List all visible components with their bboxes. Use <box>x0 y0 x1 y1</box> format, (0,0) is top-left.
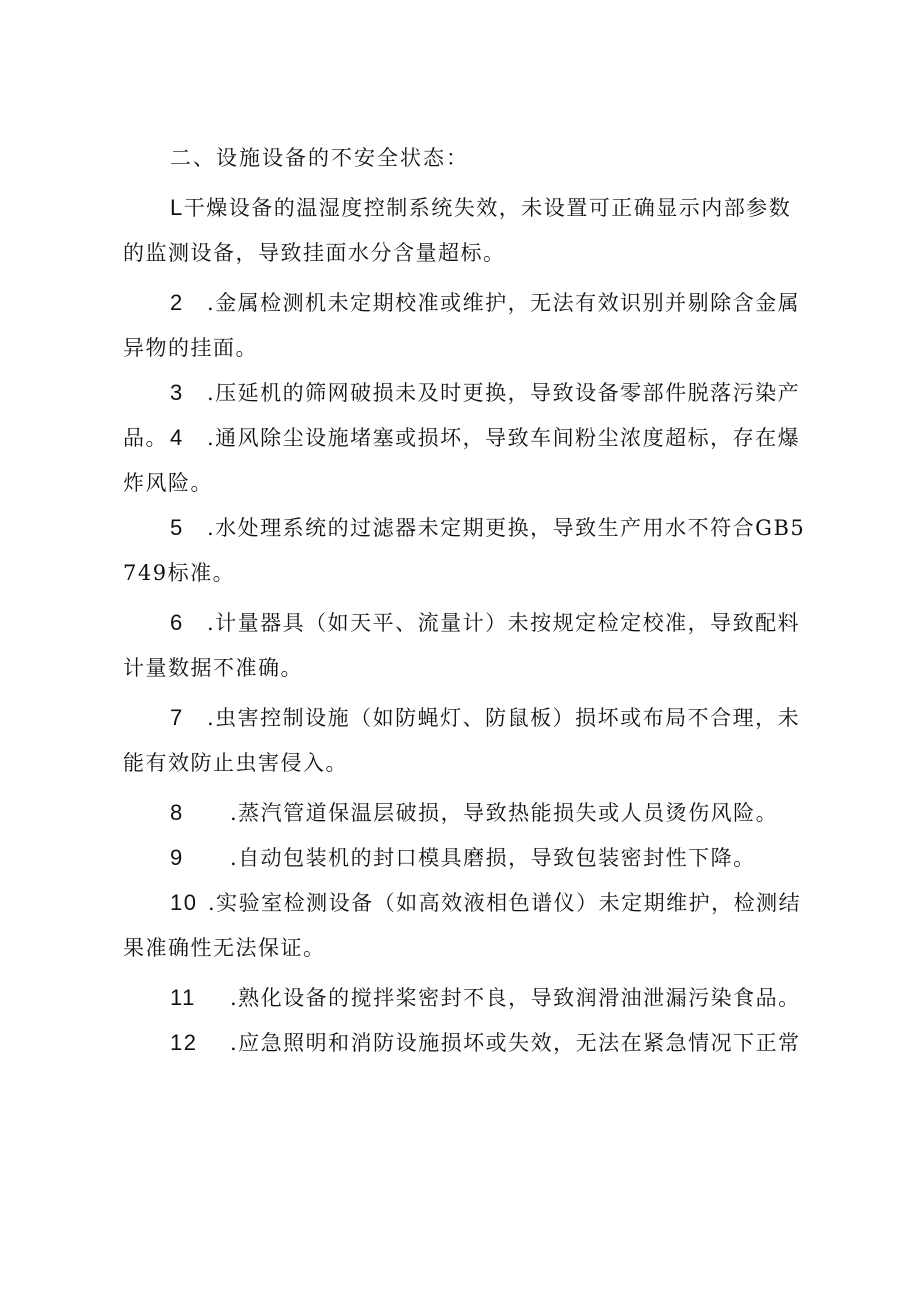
item-number: 6 <box>170 610 184 635</box>
list-item <box>123 600 813 691</box>
item-text: .金属检测机未定期校准或维护，无法有效识别并剔除含金属异物的挂面。 <box>123 291 801 360</box>
list-item <box>123 415 813 506</box>
list-item <box>123 880 813 971</box>
item-text: .虫害控制设施（如防蝇灯、防鼠板）损坏或布局不合理，未能有效防止虫害侵入。 <box>123 706 801 775</box>
item-number: L <box>170 195 184 220</box>
item-text: .熟化设备的搅拌桨密封不良，导致润滑油泄漏污染食品。 <box>230 986 801 1010</box>
item-number: 9 <box>170 845 184 870</box>
item-number: 2 <box>170 290 184 315</box>
section-heading: 二、设施设备的不安全状态： <box>170 146 469 170</box>
item-text: .通风除尘设施堵塞或损坏，导致车间粉尘浓度超标，存在爆炸风险。 <box>123 426 801 495</box>
item-number: 3 <box>170 380 184 405</box>
list-item <box>123 280 813 371</box>
item-text: .实验室检测设备（如高效液相色谱仪）未定期维护，检测结果准确性无法保证。 <box>123 891 802 960</box>
item-text: .蒸汽管道保温层破损，导致热能损失或人员烫伤风险。 <box>230 801 779 825</box>
list-item <box>123 1020 813 1066</box>
item-number: 10 <box>170 890 198 915</box>
item-number: 4 <box>170 425 184 450</box>
item-text: .水处理系统的过滤器未定期更换，导致生产用水不符合GB5749标准。 <box>123 516 806 585</box>
item-number: 12 <box>170 1030 198 1055</box>
item-text: .压延机的筛网破损未及时更换，导致设备零部件脱落污染产品。 <box>123 381 801 450</box>
list-item <box>123 185 813 276</box>
item-text: .自动包装机的封口模具磨损，导致包装密封性下降。 <box>230 846 756 870</box>
list-item <box>123 505 813 596</box>
list-item <box>123 695 813 786</box>
list-item <box>123 790 813 836</box>
list-item <box>123 835 813 881</box>
list-item <box>123 975 813 1021</box>
item-number: 8 <box>170 800 184 825</box>
item-text: .应急照明和消防设施损坏或失效，无法在紧急情况下正常 <box>230 1031 801 1055</box>
item-text: 干燥设备的温湿度控制系统失效，未设置可正确显示内部参数的监测设备，导致挂面水分含量超标。 <box>123 196 792 265</box>
item-number: 11 <box>170 985 196 1010</box>
item-number: 7 <box>170 705 184 730</box>
item-text: .计量器具（如天平、流量计）未按规定检定校准，导致配料计量数据不准确。 <box>123 611 801 680</box>
item-number: 5 <box>170 515 184 540</box>
